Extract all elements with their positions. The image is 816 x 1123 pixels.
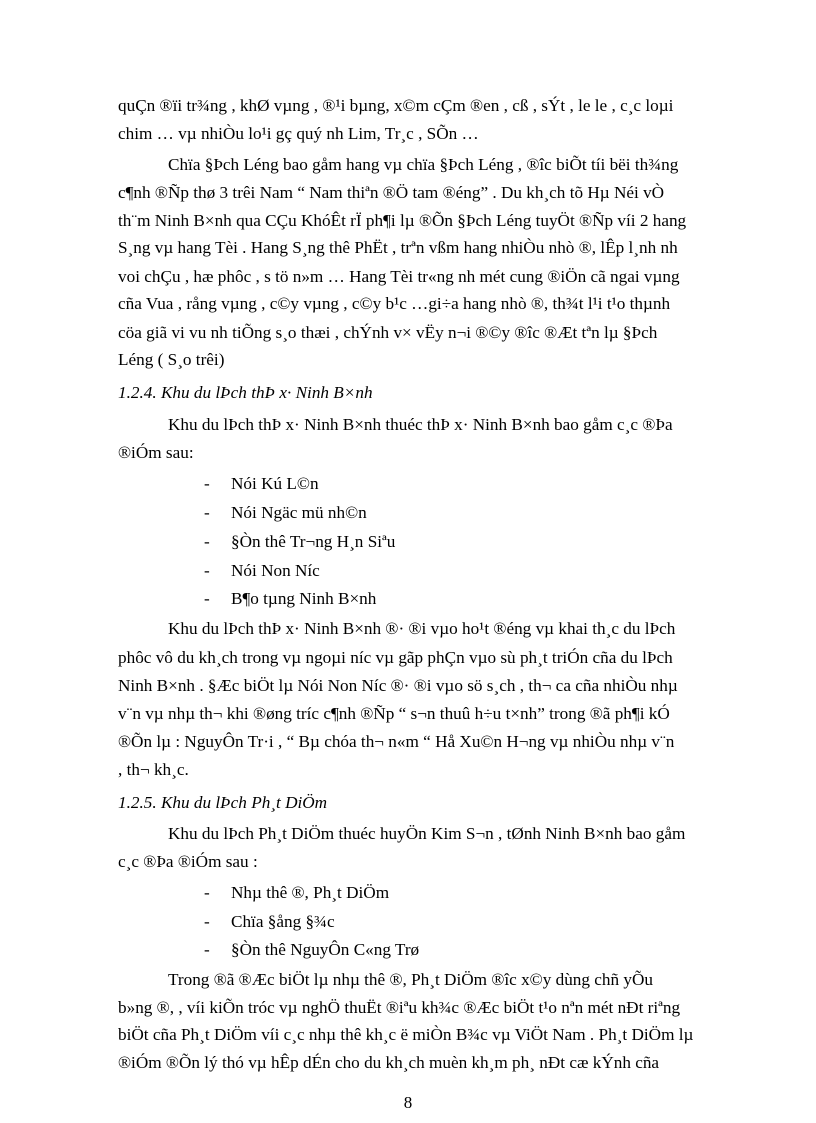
bullet-dash: -	[204, 589, 210, 608]
list-item-text: §Òn thê Tr¬ng H¸n Siªu	[231, 532, 396, 551]
text-line: ®Õn lµ : NguyÔn Tr·i , “ Bµ chóa th¬ n«m “ Hå Xu©n H¬ng vµ nhiÒu nhµ v¨n	[118, 732, 675, 751]
text-line: phôc vô du kh¸ch trong vµ ngoµi níc vµ gãp phÇn vµo sù ph¸t triÓn cña du lÞch	[118, 648, 673, 667]
list-item-text: Nói Kú L©n	[231, 474, 319, 493]
page-number: 8	[403, 1093, 413, 1112]
text-line: , th¬ kh¸c.	[118, 760, 189, 779]
text-line: cña Vua , rång vµng , c©y vµng , c©y b¹c …gi÷a hang nhò ®, th¾t l¹i t¹o thµnh	[118, 294, 671, 313]
list-item-text: Nói Ngäc mü nh©n	[231, 503, 367, 522]
text-line: v¨n vµ nhµ th¬ khi ®øng tríc c¶nh ®Ñp “ s¬n thuû h÷u t×nh” trong ®ã ph¶i kÓ	[118, 704, 670, 723]
bullet-dash: -	[204, 503, 210, 522]
bullet-dash: -	[204, 883, 210, 902]
text-line: Trong ®ã ®Æc biÖt lµ nhµ thê ®, Ph¸t DiÖm ®îc x©y dùng chñ yÕu	[168, 970, 654, 989]
text-line: chim … vµ nhiÒu lo¹i gç quý nh Lim, Tr¸c , SÕn …	[118, 124, 479, 143]
section-heading-1-2-4: 1.2.4. Khu du lÞch thÞ x· Ninh B×nh	[118, 383, 373, 402]
text-line: ®iÓm ®Õn lý thó vµ hÊp dÉn cho du kh¸ch muèn kh¸m ph¸ nÐt cæ kÝnh cña	[118, 1053, 660, 1072]
text-line: Léng ( S¸o trêi)	[118, 350, 225, 369]
text-line: S¸ng vµ hang Tèi . Hang S¸ng thê PhËt , trªn vßm hang nhiÒu nhò ®, lÊp l¸nh nh	[118, 238, 678, 257]
text-line: c¶nh ®Ñp thø 3 trêi Nam “ Nam thiªn ®Ö tam ®éng” . Du kh¸ch tõ Hµ Néi vÒ	[118, 183, 665, 202]
text-line: quÇn ®ïi tr¾ng , khØ vµng , ®¹i bµng, x©m cÇm ®en , cß , sÝt , le le , c¸c loµi	[118, 96, 674, 115]
text-line: Khu du lÞch Ph¸t DiÖm thuéc huyÖn Kim S¬n , tØnh Ninh B×nh bao gåm	[168, 824, 686, 843]
list-item-text: §Òn thê NguyÔn C«ng Trø	[231, 940, 420, 959]
text-line: Ninh B×nh . §Æc biÖt lµ Nói Non Níc ®· ®i vµo sö s¸ch , th¬ ca cña nhiÒu nhµ	[118, 676, 678, 695]
bullet-dash: -	[204, 561, 210, 580]
list-item-text: Nói Non Níc	[231, 561, 320, 580]
text-line: biÖt cña Ph¸t DiÖm víi c¸c nhµ thê kh¸c ë miÒn B¾c vµ ViÖt Nam . Ph¸t DiÖm lµ	[118, 1025, 694, 1044]
text-line: c¸c ®Þa ®iÓm sau :	[118, 852, 258, 871]
text-line: th¨m Ninh B×nh qua CÇu KhóÊt rÏ ph¶i lµ ®Õn §Þch Léng tuyÖt ®Ñp víi 2 hang	[118, 211, 687, 230]
text-line: ®iÓm sau:	[118, 443, 194, 462]
list-item-text: Chïa §ång §¾c	[231, 912, 335, 931]
section-heading-1-2-5: 1.2.5. Khu du lÞch Ph¸t DiÖm	[118, 793, 328, 812]
bullet-dash: -	[204, 912, 210, 931]
text-line: Khu du lÞch thÞ x· Ninh B×nh ®· ®i vµo ho¹t ®éng vµ khai th¸c du lÞch	[168, 619, 676, 638]
bullet-dash: -	[204, 532, 210, 551]
text-line: Chïa §Þch Léng bao gåm hang vµ chïa §Þch Léng , ®îc biÕt tíi bëi th¾ng	[168, 155, 679, 174]
list-item-text: Nhµ thê ®, Ph¸t DiÖm	[231, 883, 390, 902]
text-line: b»ng ®, , víi kiÕn tróc vµ nghÖ thuËt ®iªu kh¾c ®Æc biÖt t¹o nªn mét nÐt riªng	[118, 998, 681, 1017]
text-line: voi chÇu , hæ phôc , s tö n»m … Hang Tèi tr«ng nh mét cung ®iÖn cã ngai vµng	[118, 267, 680, 286]
text-line: cöa giã vi vu nh tiÕng s¸o thæi , chÝnh v× vËy n¬i ®©y ®îc ®Æt tªn lµ §Þch	[118, 323, 658, 342]
list-item-text: B¶o tµng Ninh B×nh	[231, 589, 377, 608]
bullet-dash: -	[204, 474, 210, 493]
bullet-dash: -	[204, 940, 210, 959]
text-line: Khu du lÞch thÞ x· Ninh B×nh thuéc thÞ x· Ninh B×nh bao gåm c¸c ®Þa	[168, 415, 673, 434]
